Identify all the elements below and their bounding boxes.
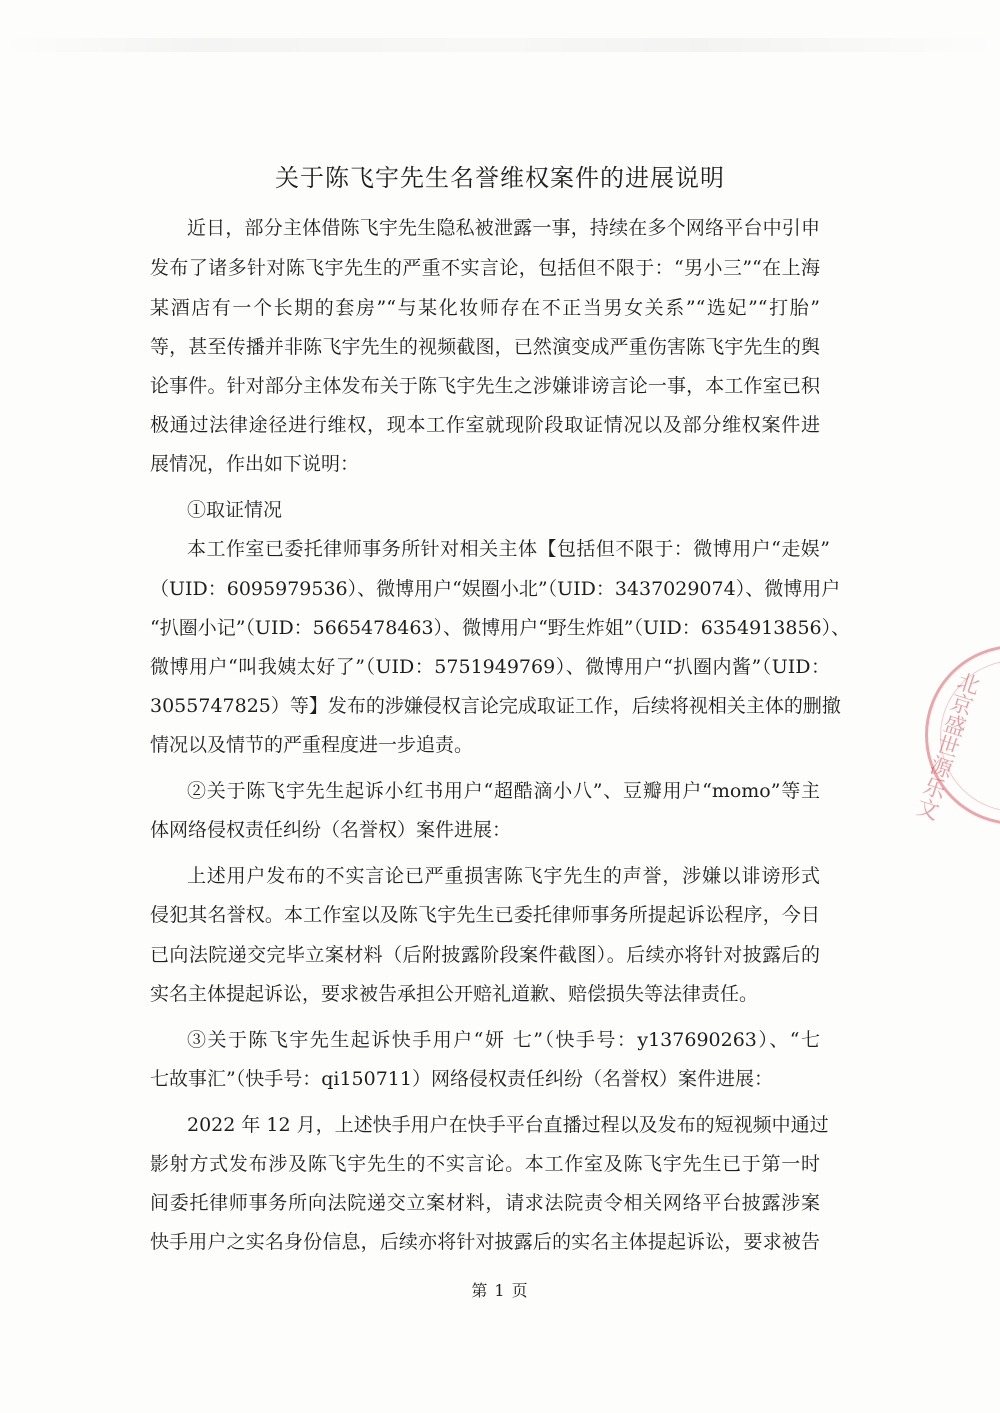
paragraph-line: “扒圈小记”（UID：5665478463）、微博用户“野生炸姐”（UID：6354913856）、 bbox=[150, 617, 851, 639]
paragraph-line: 2022 年 12 月，上述快手用户在快手平台直播过程以及发布的短视频中通过 bbox=[187, 1114, 829, 1136]
paragraph-line: 某酒店有一个长期的套房”“与某化妆师存在不正当男女关系”“选妃”“打胎” bbox=[150, 297, 820, 319]
paragraph-line: 微博用户“叫我姨太好了”（UID：5751949769）、微博用户“扒圈内酱”（UID： bbox=[150, 656, 830, 678]
paragraph-line: 快手用户之实名身份信息，后续亦将针对披露后的实名主体提起诉讼，要求被告 bbox=[150, 1231, 820, 1253]
paragraph-line: 侵犯其名誉权。本工作室以及陈飞宇先生已委托律师事务所提起诉讼程序，今日 bbox=[150, 904, 820, 926]
paragraph-line: 情况以及情节的严重程度进一步追责。 bbox=[150, 734, 474, 756]
section-heading: 体网络侵权责任纠纷（名誉权）案件进展： bbox=[150, 819, 512, 841]
paragraph-line: 上述用户发布的不实言论已严重损害陈飞宇先生的声誉，涉嫌以诽谤形式 bbox=[187, 865, 820, 887]
paragraph-line: 展情况，作出如下说明： bbox=[150, 453, 360, 475]
paragraph-line: 影射方式发布涉及陈飞宇先生的不实言论。本工作室及陈飞宇先生已于第一时 bbox=[150, 1153, 820, 1175]
section-heading: ①取证情况 bbox=[187, 499, 283, 521]
paragraph-line: （UID：6095979536）、微博用户“娱圈小北”（UID：3437029074）、微博用户 bbox=[150, 578, 841, 600]
document-title: 关于陈飞宇先生名誉维权案件的进展说明 bbox=[275, 164, 725, 192]
paragraph-line: 间委托律师事务所向法院递交立案材料，请求法院责令相关网络平台披露涉案 bbox=[150, 1192, 820, 1214]
section-heading: ②关于陈飞宇先生起诉小红书用户“超酷滴小八”、豆瓣用户“momo”等主 bbox=[187, 780, 820, 802]
paragraph-line: 极通过法律途径进行维权，现本工作室就现阶段取证情况以及部分维权案件进 bbox=[150, 414, 820, 436]
scan-artifact bbox=[0, 38, 1000, 52]
section-heading: ③关于陈飞宇先生起诉快手用户“妍 七”（快手号：y137690263）、“七 bbox=[187, 1029, 820, 1051]
paragraph-line: 本工作室已委托律师事务所针对相关主体【包括但不限于：微博用户“走娱” bbox=[187, 538, 830, 560]
paragraph-line: 发布了诸多针对陈飞宇先生的严重不实言论，包括但不限于：“男小三”“在上海 bbox=[150, 257, 820, 279]
paragraph-line: 实名主体提起诉讼，要求被告承担公开赔礼道歉、赔偿损失等法律责任。 bbox=[150, 983, 759, 1005]
section-heading: 七故事汇”（快手号：qi150711）网络侵权责任纠纷（名誉权）案件进展： bbox=[150, 1068, 773, 1090]
paragraph-line: 3055747825）等】发布的涉嫌侵权言论完成取证工作，后续将视相关主体的删撤 bbox=[150, 695, 841, 717]
page-number: 第 1 页 bbox=[471, 1281, 529, 1300]
paragraph-line: 论事件。针对部分主体发布关于陈飞宇先生之涉嫌诽谤言论一事，本工作室已积 bbox=[150, 375, 820, 397]
paragraph-line: 近日，部分主体借陈飞宇先生隐私被泄露一事，持续在多个网络平台中引申 bbox=[187, 217, 820, 239]
paragraph-line: 等，甚至传播并非陈飞宇先生的视频截图，已然演变成严重伤害陈飞宇先生的舆 bbox=[150, 336, 820, 358]
paragraph-line: 已向法院递交完毕立案材料（后附披露阶段案件截图）。后续亦将针对披露后的 bbox=[150, 944, 820, 966]
seal-text: 北京盛世源乐文 bbox=[910, 668, 983, 823]
